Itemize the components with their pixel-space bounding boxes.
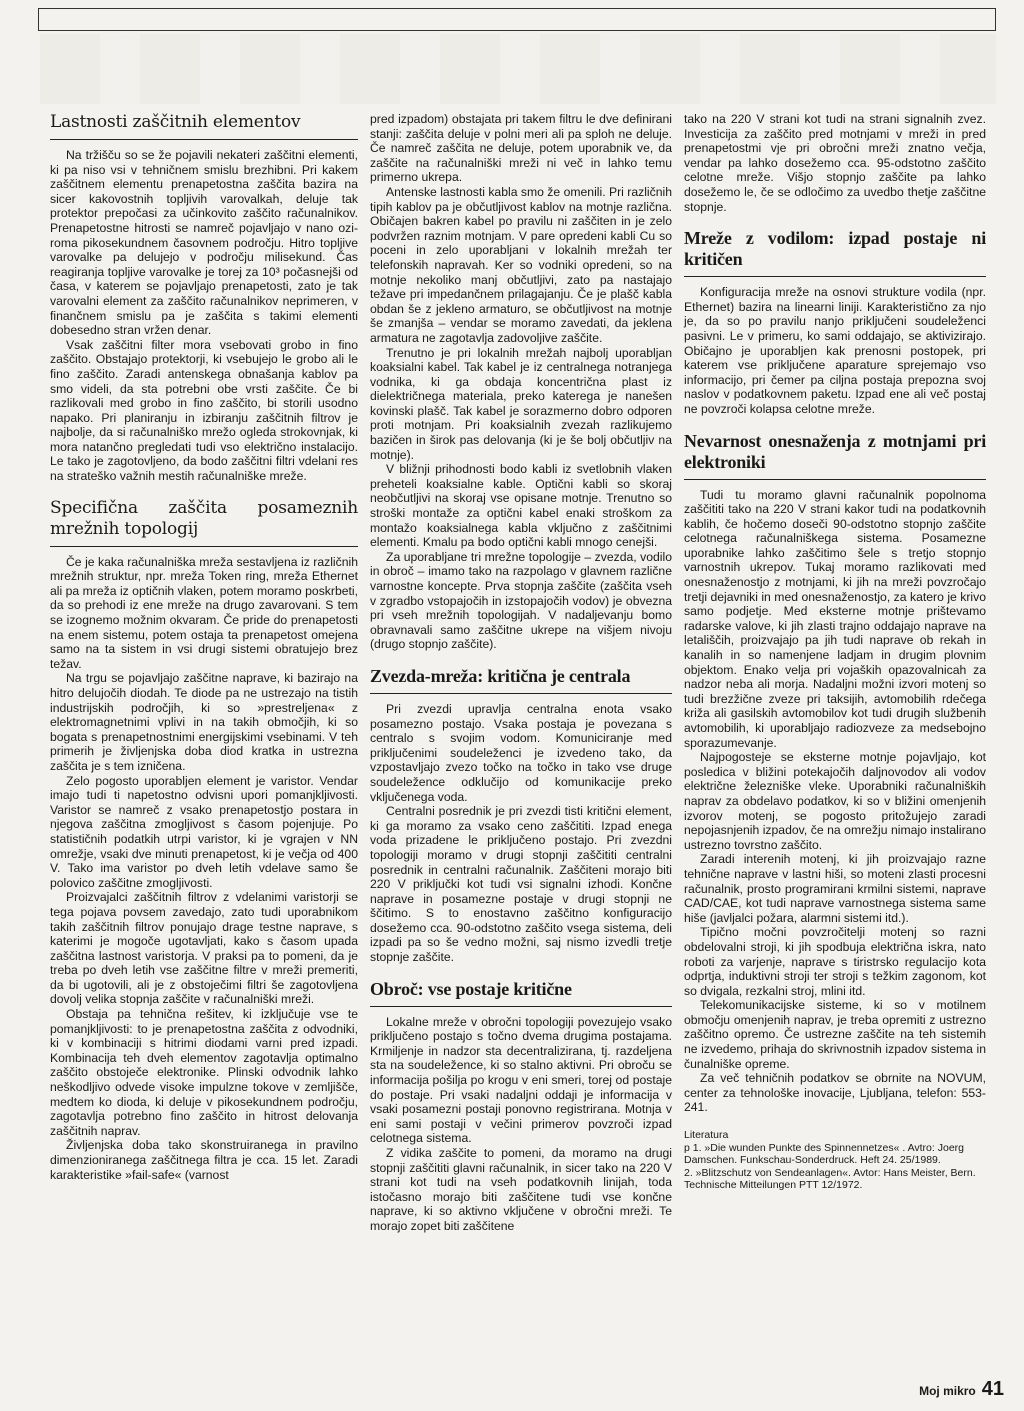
paragraph: V bližnji prihodnosti bodo kabli iz svetlobnih vlaken preheteli koaksialne kable. Optični kabli so skoraj neobčutljivi na skoraj vse opisane motnje. Trenutno so stroški montaže za optični kabel enaki stroškom za montažo koaksialnega kabla vključno z zaščitnimi elementi. Kmalu pa bodo optični kabli mnogo cenejši.: [370, 462, 672, 550]
paragraph: Življenjska doba tako skonstruiranega in pravilno dimenzioniranega zaščitnega filtra je cca. 15 let. Zaradi karakteristike »fail-safe« (varnost: [50, 1138, 358, 1182]
heading-zvezda: Zvezda-mreža: kritična je centrala: [370, 666, 672, 694]
paragraph: Trenutno je pri lokalnih mrežah najbolj uporabljan koaksialni kabel. Tak kabel je iz centralnega notranjega vodnika, ki ga obdaja koncentrična plast iz dielektričnega materiala, preko katerega je nanešen kovinski plašč. Tak kabel je sorazmerno dobro odporen proti motnjam. Pri koaksialnih zvezah razlikujemo bazičen in širok pas delovanja (ki je še bolj občutljiv na motnje).: [370, 345, 672, 462]
paragraph: Če je kaka računalniška mreža sestavljena iz različnih mrežnih struktur, npr. mreža Token ring, mreža Ethernet ali pa mreža iz optičnih vlaken, potem moramo poskrbeti, da so prehodi iz ene mreže na drugo zavarovani. S tem se izognemo možnim okvaram. Če pride do prenapetosti na enem sistemu, potem ostaja ta prenapetost omejena samo na ta sistem in vsi drugi sistemi obratujejo brez težav.: [50, 554, 358, 671]
paragraph: Proizvajalci zaščitnih filtrov z vdelanimi varistorji se tega pojava povsem zavedajo, zato tudi uporabnikom takih zaščitnih filtrov ponujajo drage testne naprave, s katerimi je mogoče ugotavljati, kako s časom upada zaščitna lastnost varistorja. V praksi pa to pomeni, da je treba po dveh letih vse zaščitne filtre v mreži premeriti, da bi ugotovili, ali je z obstoječimi filtri še zagotovljena dovolj velika stopnja zaščite v računalniški mreži.: [50, 890, 358, 1007]
faded-header-area: [40, 34, 996, 104]
heading-specificna: Specifična zaščita posameznih mrežnih topologij: [50, 498, 358, 547]
paragraph: Telekomunikacijske sisteme, ki so v motilnem območju omenjenih naprav, je treba opremiti z ustrezno zaščitno opremo. Če ustrezne zaščite na teh sistemih ne izvedemo, prihaja do skrivnostnih izpadov sistema in čunalniške opreme.: [684, 998, 986, 1071]
references-title: Literatura: [684, 1129, 729, 1142]
paragraph: Pri zvezdi upravlja centralna enota vsako posamezno postajo. Vsaka postaja je povezana s centralo s svojim vodom. Komuniciranje med priključenimi soudeleženci je izvedeno tako, da vzpostavljajo zvezo točko na točko in tako vse druge soudeležence odklučijo od komunikacije preko vključenega voda.: [370, 701, 672, 804]
heading-nevarnost: Nevarnost onesnaženja z motnjami pri elektroniki: [684, 431, 986, 480]
paragraph: tako na 220 V strani kot tudi na strani signalnih zvez. Investicija za zaščito pred motnjami v mreži in pred prenapetostmi vje pri obročni mreži znatno večja, vendar pa lahko dosežemo cca. 95-odstotno zaščito celotne mreže. Višjo stopnjo zaščite pa lahko dosežemo le, če se odločimo za uvedbo thetje zaščitne stopnje.: [684, 112, 986, 214]
paragraph: Tudi tu moramo glavni računalnik popolnoma zaščititi tako na 220 V strani kakor tudi na podatkovnih kablih, če hočemo doseči 90-odstotno stopnjo zaščite celotnega računalniškega sistema. Posamezne uporabnike lahko zaščitimo šele s tretjo stopnjo varnostnih ukrepov. Tukaj moramo razlikovati med onesnaženostjo z motnjami, ki jih na mreži povzročajo tretji dejavniki in med onesnaženostjo, za katero je krivo samo podjetje. Med eksterne motnje prištevamo radarske valove, ki jih zlasti trajno oddajajo naprave na letališčih, proizvajajo pa jih tudi naprave ob rekah in kanalih in so namenjene ladjam in drugim plovnim objektom. Enako velja pri vojaških opazovalnicah za nadzor neba ali morja. Nadaljni možni izvori motenj so tudi brezžične zveze pri taksijih, avtomobilih rdečega križa ali gasilskih avtomobilov kot tudi drugih službenih avtomobilih, ki uporabljajo radiozveze za medsebojno sporazumevanje.: [684, 487, 986, 750]
page-number: 41: [981, 1378, 1004, 1400]
heading-lastnosti: Lastnosti zaščitnih elementov: [50, 112, 358, 140]
paragraph: Za več tehničnih podatkov se obrnite na NOVUM, center za tehnološke inovacije, Ljubljana, telefon: 553-241.: [684, 1071, 986, 1115]
references: [684, 1129, 986, 1192]
reference-item: p 1. »Die wunden Punkte des Spinnennetzes« . Avtro: Joerg Damschen. Funkschau-Sonderdruck. Heft 24. 25/1989.: [684, 1141, 964, 1167]
magazine-name: Moj mikro: [919, 1384, 976, 1398]
paragraph: Zelo pogosto uporabljen element je varistor. Vendar imajo tudi ti napetostno odvisni upori pomanjkljivosti. Varistor se namreč z vsako prenapetostjo postara in njegova zaščitna zmogljivost s časom pojenjuje. Po statističnih podatkih utrpi varistor, ki je vgrajen v NN omrežje, vsaki dve minuti prenapetost, ki je večja od 400 V. Tako ima varistor po dveh letih vdelave samo še polovico zaščitne zmogljivosti.: [50, 773, 358, 890]
paragraph: Z vidika zaščite to pomeni, da moramo na drugi stopnji zaščititi glavni računalnik, in sicer tako na 220 V strani kot tudi na vseh podatkovnih linijah, toda istočasno morajo biti zaščitene tudi vse končne naprave, ki so aktivno vključene v obročni mreži. Te morajo zopet biti zaščitene: [370, 1146, 672, 1233]
column-2: [370, 112, 672, 1234]
paragraph: Na trgu se pojavljajo zaščitne naprave, ki bazirajo na hitro delujočih diodah. Te diode pa ne ustrezajo na tistih industrijskih področjih, ki so »prestreljena« z elektromagnetnimi vplivi in na takih območjih, ki so bogata s prenapetnostnimi energijskimi vsebinami. V teh primerih je življenjska doba diod kratka in ustrezna zaščita je s tem izničena.: [50, 671, 358, 773]
paragraph: Tipično močni povzročitelji motenj so razni obdelovalni stroji, ki jih spodbuja električna iskra, nato roboti za varjenje, naprave s tiristrsko regulacijo kota odprtja, induktivni stroji ter stroji s težkim zagonom, kot so dvigala, rezkalni stroj, mlini itd.: [684, 925, 986, 998]
header-rule-box: [38, 8, 996, 31]
paragraph: Lokalne mreže v obročni topologiji povezujejo vsako priključeno postajo s točno dvema drugima postajama. Krmiljenje in nadzor sta decentralizirana, tj. razdeljena sta na soudeležence, ki so stalno aktivni. Pri obroču se informacija pošilja po krogu v eni smeri, torej od postaje do postaje. Pri vsaki nadaljni oddaji je informacija v vsaki posamezni postaji ponovno registrirana. Motnja v eni sami postaji v večini primerov povzroči izpad celotnega sistema.: [370, 1014, 672, 1146]
paragraph: Vsak zaščitni filter mora vsebovati grobo in fino zaščito. Obstajajo protektorji, ki vsebujejo le grobo ali le fino zaščito. Zaradi antenskega obnašanja kablov pa smo videli, da sta potrebni obe vrsti zaščite. Če bi razlikovali med grobo in fino zaščito, bi storili usodno napako. Pri planiranju in izbiranju zaščitnih filtrov je najbolje, da si računalniško mrežo ogleda strokovnjak, ki mora natančno pregledati tudi vso električno instalacijo. Le tako je zagotovljeno, da bodo zaščitni filtri vdelani res na strateško važnih mestih računalniške mreže.: [50, 337, 358, 484]
paragraph: Najpogosteje se eksterne motnje pojavljajo, kot posledica v bližini potekajočih daljnovodov ali vodov električne železniške vleke. Uporabniki računalniških naprav za obdelavo podatkov, ki so v bližini omenjenih izvorov motenj, se pogosto pritožujejo zaradi nepojasnjenih izpadov, če na omrežju nimajo instalirano ustrezno tovrstno zaščito.: [684, 750, 986, 852]
paragraph: Na tržišču so se že pojavili nekateri zaščitni elementi, ki pa niso vsi v tehničnem smislu brezhibni. Pri kakem zaščitnem elementu prenapetostna zaščita bazira na sicer kakovostnih topljivih varovalkah, deluje tak protektor prepočasi za učinkovito zaščito računalnikov. Prenapetostne hitrosti se namreč pojavljajo v nano ozi-roma pikosekundnem časovnem področju. Hitro topljive varovalke pa delujejo v področju milisekund. Čas reagiranja topljive varovalke je torej za 10³ počasnejši od časa, v katerem se pojavljajo prenapetosti, zato je tak varovalni element za zaščito računalnikov neprimeren, v finančnem smislu pa je zaščita s takimi elementi dobesedno stran vržen denar.: [50, 148, 358, 338]
paragraph: Zaradi interenih motenj, ki jih proizvajajo razne tehnične naprave v lastni hiši, so moteni zlasti procesni računalnik, prosto programirani krmilni sistemi, naprave CAD/CAE, kot tudi naprave varnostnega sistema same hiše (javljalci požara, alarmni sistemi itd.).: [684, 852, 986, 925]
paragraph: Antenske lastnosti kabla smo že omenili. Pri različnih tipih kablov pa je občutljivost kablov na motnje različna. Običajen bakren kabel po pravilu ni zaščiten in je zelo podvržen raznim motnjam. V pare opredeni kabli Cu so poceni in zelo uporabljani v lokalnih mrežah ter telefonskih napravah. Ker so vodniki opredeni, so na motnje nekoliko manj občutljivi, zato pa nastajajo težave pri impedančnem prilagajanju. Če je plašč kabla obdan še z jekleno armaturo, se občutljivost na motnje še zmanjša – vendar se moramo zavedati, da jeklena armatura ne zagotavlja zadovoljive zaščite.: [370, 184, 672, 345]
paragraph: Konfiguracija mreže na osnovi strukture vodila (npr. Ethernet) bazira na linearni liniji. Karakteristično za njo je, da so po pravilu nanjo priključeni soudeleženci pasivni. Le v primeru, ko sami oddajajo, se aktivizirajo. Običajno je uporabljen kak prenosni postopek, pri katerem vse priključene aparature sprejemajo vso informacijo, pri čemer pa ciljna postaja prepozna svoj naslov v podatkovnem paketu. Izpad ene ali več postaj ne povzroči kolapsa celotne mreže.: [684, 285, 986, 416]
paragraph: Obstaja pa tehnična rešitev, ki izključuje vse te pomanjkljivosti: to je prenapetostna zaščita z odvodniki, ki v kombinaciji s hitrimi diodami varni pred izpadi. Kombinacija teh dveh elementov zagotavlja optimalno zaščito obstoječe elektronike. Plinski odvodnik lahko neškodljivo odvede visoke impulzne tokove v zemljišče, medtem ko dioda, ki deluje v pikosekundnem področju, zagotavlja potrebno fino zaščito in hitrost delovanja zaščitnih naprav.: [50, 1007, 358, 1138]
paragraph: pred izpadom) obstajata pri takem filtru le dve definirani stanji: zaščita deluje v polni meri ali pa sploh ne deluje. Če namreč zaščita ne deluje, potem uporabnik ve, da zaščite na računalniški mreži ni več in lahko temu primerno ukrepa.: [370, 112, 672, 185]
page-footer: [919, 1378, 1004, 1401]
heading-obroc: Obroč: vse postaje kritične: [370, 979, 672, 1007]
heading-vodilo: Mreže z vodilom: izpad postaje ni kritičen: [684, 228, 986, 277]
reference-item: 2. »Blitzschutz von Sendeanlagen«. Avtor: Hans Meister, Bern. Technische Mitteilungen PTT 12/1972.: [684, 1166, 976, 1192]
paragraph: Za uporabljane tri mrežne topologije – zvezda, vodilo in obroč – imamo tako na razpolago v glavnem različne varnostne koncepte. Prva stopnja zaščite (zaščita vseh v zgradbo vstopajočih in izstopajočih vodov) je obvezna pri vseh mrežnih topologijah. V nadaljevanju bomo obravnavali samo zaščitne ukrepe na višjem nivoju (drugo stopnjo zaščite).: [370, 549, 672, 652]
column-3: [684, 112, 986, 1192]
column-1: [50, 112, 358, 1182]
paragraph: Centralni posrednik je pri zvezdi tisti kritični element, ki ga moramo za vsako ceno zaščititi. Izpad enega voda prizadene le priključeno postajo. Pri zvezdni topologiji moramo v drugi stopnji zaščititi centralni posrednik in centralni računalnik. Zaščiteni morajo biti 220 V priključki kot tudi vsi signalni izhodi. Končne naprave in posamezne postaje v drugi stopnji ne ščitimo. S to enostavno zaščitno konfiguracijo dosežemo cca. 90-odstotno zaščito vsega sistema, deli izpadi pa so še vedno možni, saj nismo izvedli tretje stopnje zaščite.: [370, 804, 672, 965]
